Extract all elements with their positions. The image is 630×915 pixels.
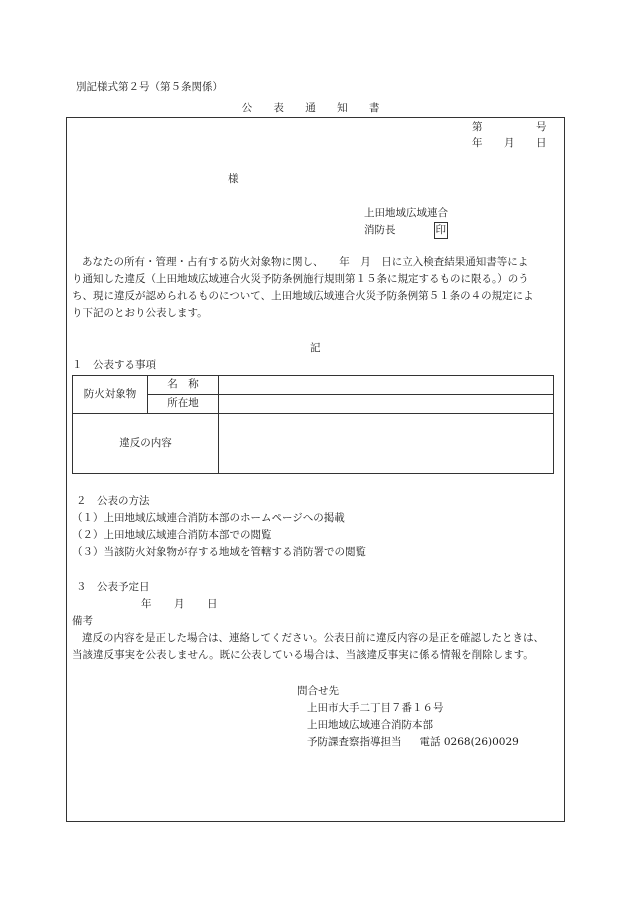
seal-mark: 印 xyxy=(434,222,449,239)
method-item-1: （１）上田地域広域連合消防本部のホームページへの掲載 xyxy=(72,512,345,524)
contact-phone-label: 電話 xyxy=(419,736,441,748)
method-item-3: （３）当該防火対象物が存する地域を管轄する消防署での閲覧 xyxy=(72,546,366,558)
section1-heading: １ 公表する事項 xyxy=(72,359,156,371)
intro-line-2: り通知した違反（上田地域広域連合火災予防条例施行規則第１５条に規定するものに限る。）のう xyxy=(72,273,529,285)
contact-line xyxy=(307,735,519,750)
doc-date-month: 月 xyxy=(504,137,515,149)
document-title: 公 表 通 知 書 xyxy=(241,102,389,114)
remarks-heading: 備考 xyxy=(72,615,93,627)
intro-line-1: あなたの所有・管理・占有する防火対象物に関し、 年 月 日に立入検査結果通知書等によ xyxy=(82,256,529,268)
address-label: 所在地 xyxy=(148,395,219,414)
sender-line xyxy=(364,222,448,239)
section3-heading: ３ 公表予定日 xyxy=(76,581,150,593)
doc-date-year: 年 xyxy=(472,137,483,149)
scheduled-date-month: 月 xyxy=(174,598,185,610)
ki-marker: 記 xyxy=(310,342,321,354)
form-id: 別記様式第２号（第５条関係） xyxy=(76,81,223,93)
violation-value xyxy=(219,414,554,474)
publication-items-table xyxy=(72,375,554,474)
sender-role: 消防長 xyxy=(364,224,396,236)
recipient-honorific: 様 xyxy=(228,173,239,185)
scheduled-date-day: 日 xyxy=(207,598,218,610)
remarks-line-2: 当該違反事実を公表しません。既に公表している場合は、当該違反事実に係る情報を削除します。 xyxy=(72,649,534,661)
name-label: 名 称 xyxy=(148,376,219,395)
target-label: 防火対象物 xyxy=(73,376,148,414)
scheduled-date-year: 年 xyxy=(141,598,152,610)
contact-phone: 0268(26)0029 xyxy=(443,736,519,748)
contact-org: 上田地域広域連合消防本部 xyxy=(307,719,433,731)
sender-org: 上田地域広域連合 xyxy=(364,207,448,219)
intro-line-4: り下記のとおり公表します。 xyxy=(72,307,208,319)
intro-line-3: ち、現に違反が認められるものについて、上田地域広域連合火災予防条例第５１条の４の規定によ xyxy=(72,290,534,302)
doc-date-day: 日 xyxy=(536,137,547,149)
section2-heading: ２ 公表の方法 xyxy=(76,495,150,507)
contact-address: 上田市大手二丁目７番１６号 xyxy=(307,702,444,714)
method-item-2: （２）上田地域広域連合消防本部での閲覧 xyxy=(72,529,272,541)
violation-label: 違反の内容 xyxy=(73,414,219,474)
name-value xyxy=(219,376,554,395)
doc-number-prefix: 第 xyxy=(472,121,483,133)
contact-department: 予防課査察指導担当 xyxy=(307,736,402,748)
address-value xyxy=(219,395,554,414)
contact-heading: 問合せ先 xyxy=(297,685,339,697)
remarks-line-1: 違反の内容を是正した場合は、連絡してください。公表日前に違反内容の是正を確認したときは、 xyxy=(82,632,544,644)
doc-number-suffix: 号 xyxy=(536,121,547,133)
